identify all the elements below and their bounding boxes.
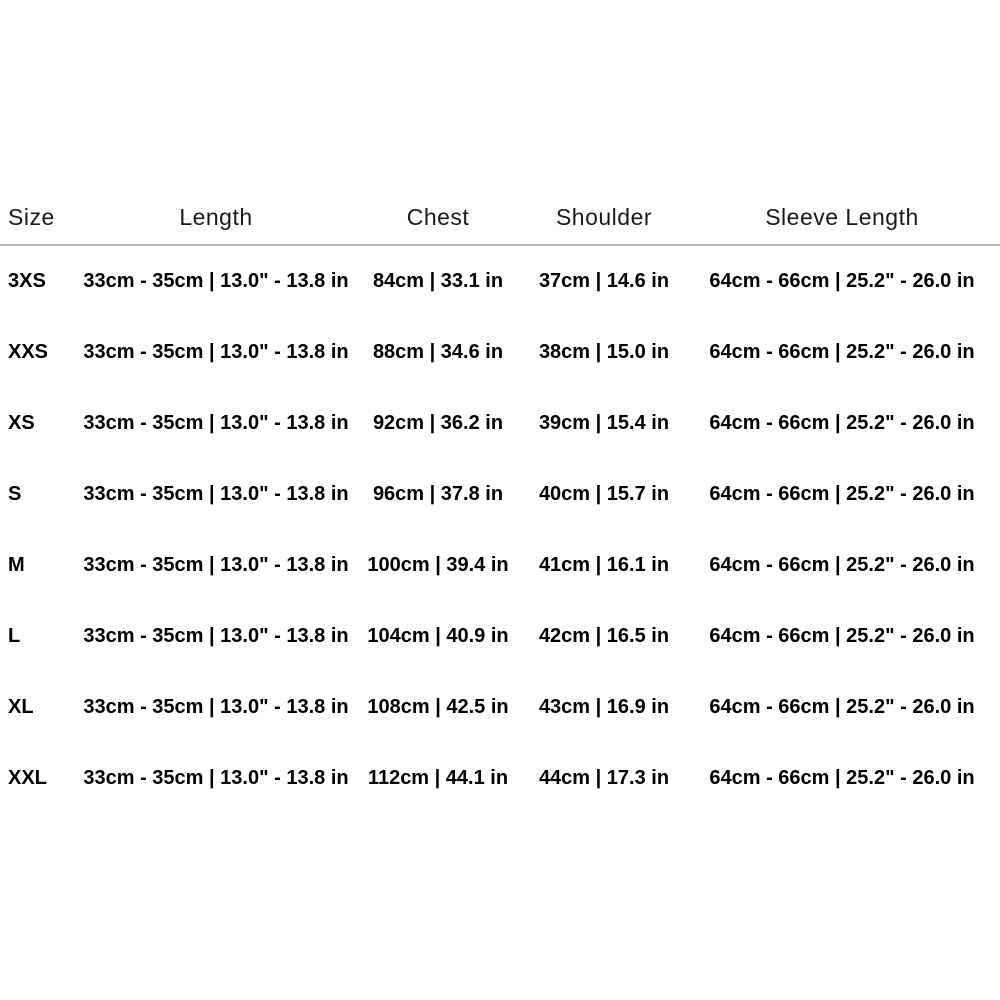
cell-length: 33cm - 35cm | 13.0" - 13.8 in xyxy=(83,554,349,576)
table-row xyxy=(0,672,1000,743)
cell-sleeve-length: 64cm - 66cm | 25.2" - 26.0 in xyxy=(709,625,975,647)
cell-length: 33cm - 35cm | 13.0" - 13.8 in xyxy=(83,270,349,292)
cell-chest: 92cm | 36.2 in xyxy=(372,412,504,434)
cell-length: 33cm - 35cm | 13.0" - 13.8 in xyxy=(83,696,349,718)
cell-shoulder: 44cm | 17.3 in xyxy=(538,767,670,789)
cell-size: XS xyxy=(8,412,35,434)
cell-chest: 96cm | 37.8 in xyxy=(372,483,504,505)
cell-chest: 88cm | 34.6 in xyxy=(372,341,504,363)
table-row xyxy=(0,743,1000,814)
cell-size: S xyxy=(8,483,22,505)
cell-chest: 112cm | 44.1 in xyxy=(367,767,509,789)
cell-size: M xyxy=(8,554,25,576)
cell-chest: 84cm | 33.1 in xyxy=(372,270,504,292)
size-chart-table xyxy=(0,190,1000,814)
cell-shoulder: 38cm | 15.0 in xyxy=(538,341,670,363)
table-header-row xyxy=(0,190,1000,245)
cell-size: 3XS xyxy=(8,270,46,292)
cell-length: 33cm - 35cm | 13.0" - 13.8 in xyxy=(83,341,349,363)
cell-shoulder: 39cm | 15.4 in xyxy=(538,412,670,434)
cell-sleeve-length: 64cm - 66cm | 25.2" - 26.0 in xyxy=(709,483,975,505)
column-header-sleeve-length: Sleeve Length xyxy=(765,203,919,230)
cell-shoulder: 42cm | 16.5 in xyxy=(538,625,670,647)
cell-shoulder: 43cm | 16.9 in xyxy=(538,696,670,718)
cell-sleeve-length: 64cm - 66cm | 25.2" - 26.0 in xyxy=(709,554,975,576)
cell-shoulder: 40cm | 15.7 in xyxy=(538,483,670,505)
table-row xyxy=(0,459,1000,530)
cell-sleeve-length: 64cm - 66cm | 25.2" - 26.0 in xyxy=(709,696,975,718)
cell-chest: 108cm | 42.5 in xyxy=(367,696,509,718)
cell-length: 33cm - 35cm | 13.0" - 13.8 in xyxy=(83,767,349,789)
table-row xyxy=(0,317,1000,388)
column-header-length: Length xyxy=(179,203,253,230)
table-row xyxy=(0,530,1000,601)
cell-size: XXS xyxy=(8,341,49,363)
table-header xyxy=(0,190,1000,245)
cell-size: XXL xyxy=(8,767,47,789)
column-header-size: Size xyxy=(8,203,55,230)
cell-length: 33cm - 35cm | 13.0" - 13.8 in xyxy=(83,625,349,647)
cell-length: 33cm - 35cm | 13.0" - 13.8 in xyxy=(83,483,349,505)
cell-sleeve-length: 64cm - 66cm | 25.2" - 26.0 in xyxy=(709,270,975,292)
cell-chest: 104cm | 40.9 in xyxy=(367,625,509,647)
table-row xyxy=(0,245,1000,317)
column-header-chest: Chest xyxy=(406,203,470,230)
cell-shoulder: 37cm | 14.6 in xyxy=(538,270,670,292)
cell-size: L xyxy=(8,625,21,647)
cell-shoulder: 41cm | 16.1 in xyxy=(538,554,670,576)
table-row xyxy=(0,601,1000,672)
table-row xyxy=(0,388,1000,459)
table-body xyxy=(0,245,1000,814)
cell-length: 33cm - 35cm | 13.0" - 13.8 in xyxy=(83,412,349,434)
cell-sleeve-length: 64cm - 66cm | 25.2" - 26.0 in xyxy=(709,341,975,363)
cell-chest: 100cm | 39.4 in xyxy=(367,554,509,576)
cell-sleeve-length: 64cm - 66cm | 25.2" - 26.0 in xyxy=(709,412,975,434)
cell-sleeve-length: 64cm - 66cm | 25.2" - 26.0 in xyxy=(709,767,975,789)
column-header-shoulder: Shoulder xyxy=(555,203,653,230)
cell-size: XL xyxy=(8,696,34,718)
